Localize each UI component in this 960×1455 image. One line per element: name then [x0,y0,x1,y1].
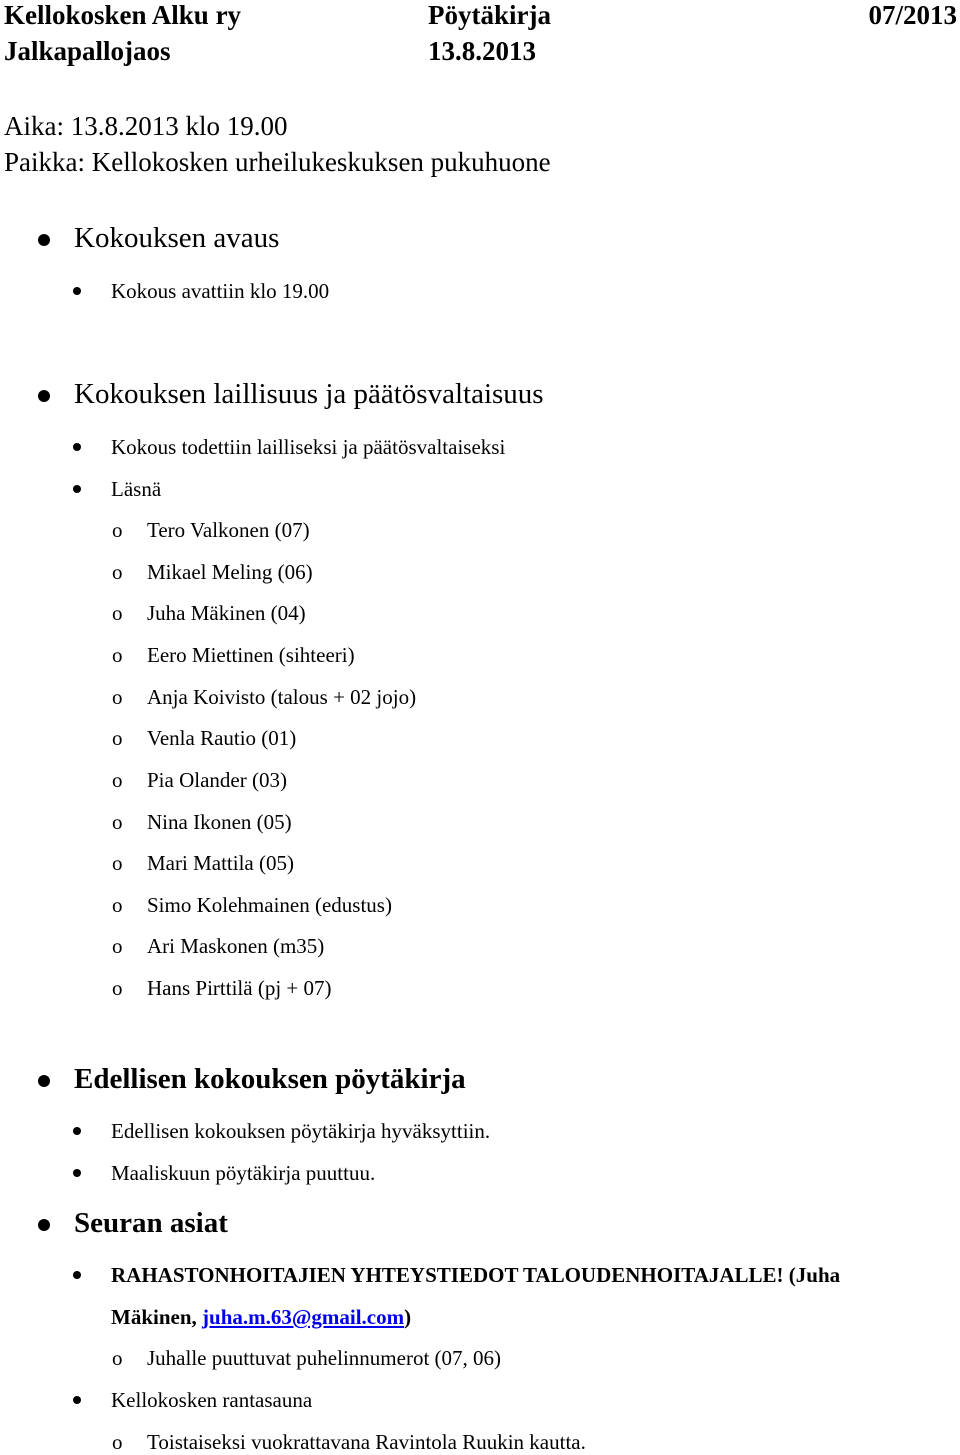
list-item: Läsnä [111,477,162,501]
sub-bullet-marker: o [112,643,123,667]
attendee-item: Mari Mattila (05) [147,851,294,875]
sub-list-item: Toistaiseksi vuokrattavana Ravintola Ruukin kautta. [147,1430,586,1454]
bullet-icon [73,485,81,493]
bullet-icon [38,1219,50,1231]
attendee-item: Nina Ikonen (05) [147,810,292,834]
meeting-time: Aika: 13.8.2013 klo 19.00 [4,111,288,141]
attendee-item: Anja Koivisto (talous + 02 jojo) [147,685,417,709]
sub-list-item: Juhalle puuttuvat puhelinnumerot (07, 06) [147,1346,502,1370]
attendee-item: Tero Valkonen (07) [147,518,310,542]
notice-contact-name: Mäkinen, [111,1305,203,1329]
notice-contact-line [111,1304,411,1330]
sub-bullet-marker: o [112,810,123,834]
organization-name: Kellokosken Alku ry [4,0,242,30]
sub-bullet-marker: o [112,851,123,875]
sub-bullet-marker: o [112,934,123,958]
document-number: 07/2013 [868,0,957,30]
notice-line: RAHASTONHOITAJIEN YHTEYSTIEDOT TALOUDENHOITAJALLE! (Juha [111,1263,841,1287]
sub-bullet-marker: o [112,1430,123,1454]
list-item: Kokous avattiin klo 19.00 [111,279,330,303]
section-title: Kokouksen laillisuus ja päätösvaltaisuus [74,378,544,410]
document-date: 13.8.2013 [428,36,536,66]
section-title: Kokouksen avaus [74,222,280,254]
meeting-place: Paikka: Kellokosken urheilukeskuksen pukuhuone [4,147,551,177]
attendee-item: Juha Mäkinen (04) [147,601,306,625]
sub-bullet-marker: o [112,601,123,625]
bullet-icon [73,443,81,451]
list-item: Kellokosken rantasauna [111,1388,313,1412]
bullet-icon [73,1127,81,1135]
bullet-icon [38,1075,50,1087]
bullet-icon [73,1271,81,1279]
document-type: Pöytäkirja [428,0,551,30]
sub-bullet-marker: o [112,518,123,542]
list-item: Edellisen kokouksen pöytäkirja hyväksyttiin. [111,1119,491,1143]
attendee-item: Ari Maskonen (m35) [147,934,325,958]
list-item: Maaliskuun pöytäkirja puuttuu. [111,1161,376,1185]
sub-bullet-marker: o [112,1346,123,1370]
section-title: Seuran asiat [74,1207,228,1239]
attendee-item: Mikael Meling (06) [147,560,313,584]
attendee-item: Eero Miettinen (sihteeri) [147,643,355,667]
sub-bullet-marker: o [112,560,123,584]
attendee-item: Hans Pirttilä (pj + 07) [147,976,332,1000]
sub-bullet-marker: o [112,726,123,750]
sub-bullet-marker: o [112,893,123,917]
section-name: Jalkapallojaos [4,36,171,66]
email-link[interactable]: juha.m.63@gmail.com [202,1305,405,1329]
sub-bullet-marker: o [112,768,123,792]
list-item: Kokous todettiin lailliseksi ja päätösvaltaiseksi [111,435,506,459]
bullet-icon [38,390,50,402]
sub-bullet-marker: o [112,976,123,1000]
sub-bullet-marker: o [112,685,123,709]
bullet-icon [73,1396,81,1404]
notice-contact-close: ) [404,1305,412,1329]
attendee-item: Simo Kolehmainen (edustus) [147,893,392,917]
section-title: Edellisen kokouksen pöytäkirja [74,1063,466,1095]
attendee-item: Venla Rautio (01) [147,726,297,750]
bullet-icon [73,1169,81,1177]
bullet-icon [73,287,81,295]
attendee-item: Pia Olander (03) [147,768,287,792]
bullet-icon [38,234,50,246]
